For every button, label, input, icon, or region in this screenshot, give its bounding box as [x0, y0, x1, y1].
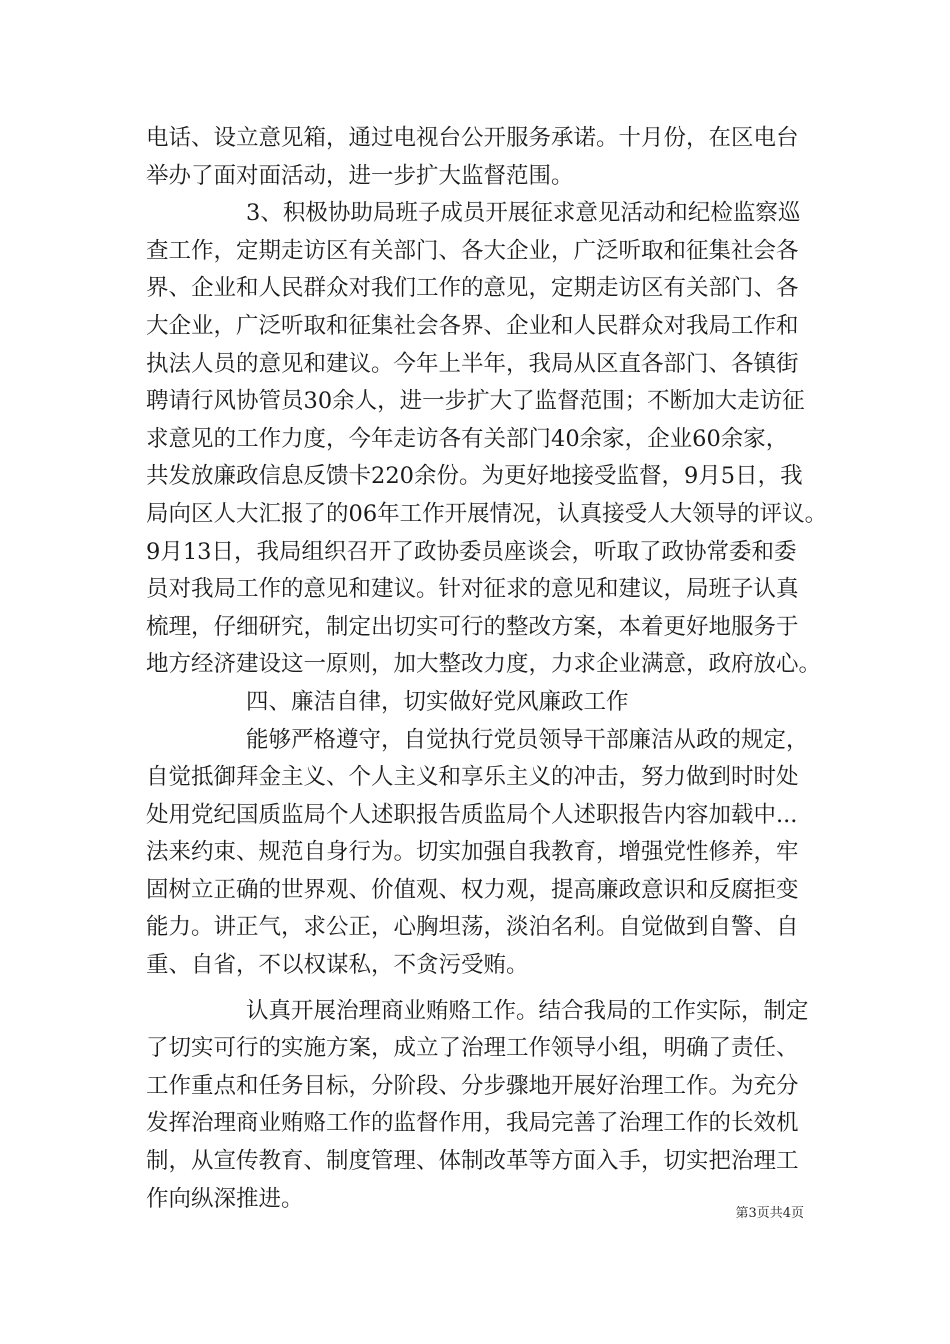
- text-line: 处用党纪国质监局个人述职报告质监局个人述职报告内容加载中...: [146, 801, 798, 828]
- text-line: 共发放廉政信息反馈卡220余份。为更好地接受监督，9月5日，我: [146, 463, 803, 490]
- text-line: 举办了面对面活动，进一步扩大监督范围。: [146, 162, 574, 189]
- text-line: 发挥治理商业贿赂工作的监督作用，我局完善了治理工作的长效机: [146, 1110, 799, 1137]
- text-line: 认真开展治理商业贿赂工作。结合我局的工作实际，制定: [246, 997, 809, 1024]
- text-line: 能够严格遵守，自觉执行党员领导干部廉洁从政的规定，: [246, 726, 809, 753]
- text-line: 9月13日，我局组织召开了政协委员座谈会，听取了政协常委和委: [146, 538, 797, 565]
- text-line: 员对我局工作的意见和建议。针对征求的意见和建议，局班子认真: [146, 576, 799, 603]
- text-line: 自觉抵御拜金主义、个人主义和享乐主义的冲击，努力做到时时处: [146, 764, 799, 791]
- body-text: [146, 120, 836, 1218]
- text-line: 电话、设立意见箱，通过电视台公开服务承诺。十月份，在区电台: [146, 125, 799, 151]
- text-line: 局向区人大汇报了的06年工作开展情况，认真接受人大领导的评议。: [146, 500, 828, 527]
- text-line: 能力。讲正气，求公正，心胸坦荡，淡泊名利。自觉做到自警、自: [146, 914, 799, 941]
- text-line: 固树立正确的世界观、价值观、权力观，提高廉政意识和反腐拒变: [146, 876, 799, 903]
- text-line: 法来约束、规范自身行为。切实加强自我教育，增强党性修养，牢: [146, 839, 799, 866]
- text-line: 求意见的工作力度，今年走访各有关部门40余家，企业60余家，: [146, 425, 789, 452]
- text-line: 界、企业和人民群众对我们工作的意见，定期走访区有关部门、各: [146, 275, 799, 302]
- text-line: 聘请行风协管员30余人，进一步扩大了监督范围；不断加大走访征: [146, 388, 805, 415]
- text-line: 作向纵深推进。: [146, 1185, 304, 1212]
- text-line: 查工作，定期走访区有关部门、各大企业，广泛听取和征集社会各: [146, 237, 799, 264]
- text-line: 梳理，仔细研究，制定出切实可行的整改方案，本着更好地服务于: [146, 613, 799, 640]
- text-line: 大企业，广泛听取和征集社会各界、企业和人民群众对我局工作和: [146, 312, 799, 339]
- text-line: 了切实可行的实施方案，成立了治理工作领导小组，明确了责任、: [146, 1035, 799, 1062]
- text-line: 3、积极协助局班子成员开展征求意见活动和纪检监察巡: [246, 200, 801, 227]
- section-heading: 四、廉洁自律，切实做好党风廉政工作: [246, 688, 629, 715]
- text-line: 执法人员的意见和建议。今年上半年，我局从区直各部门、各镇街: [146, 350, 799, 377]
- text-line: 工作重点和任务目标，分阶段、分步骤地开展好治理工作。为充分: [146, 1072, 799, 1099]
- text-line: 制，从宣传教育、制度管理、体制改革等方面入手，切实把治理工: [146, 1148, 799, 1175]
- page-number: 第3页共4页: [735, 1206, 804, 1221]
- text-line: 地方经济建设这一原则，加大整改力度，力求企业满意，政府放心。: [146, 651, 822, 678]
- text-line: 重、自省，不以权谋私，不贪污受贿。: [146, 952, 529, 979]
